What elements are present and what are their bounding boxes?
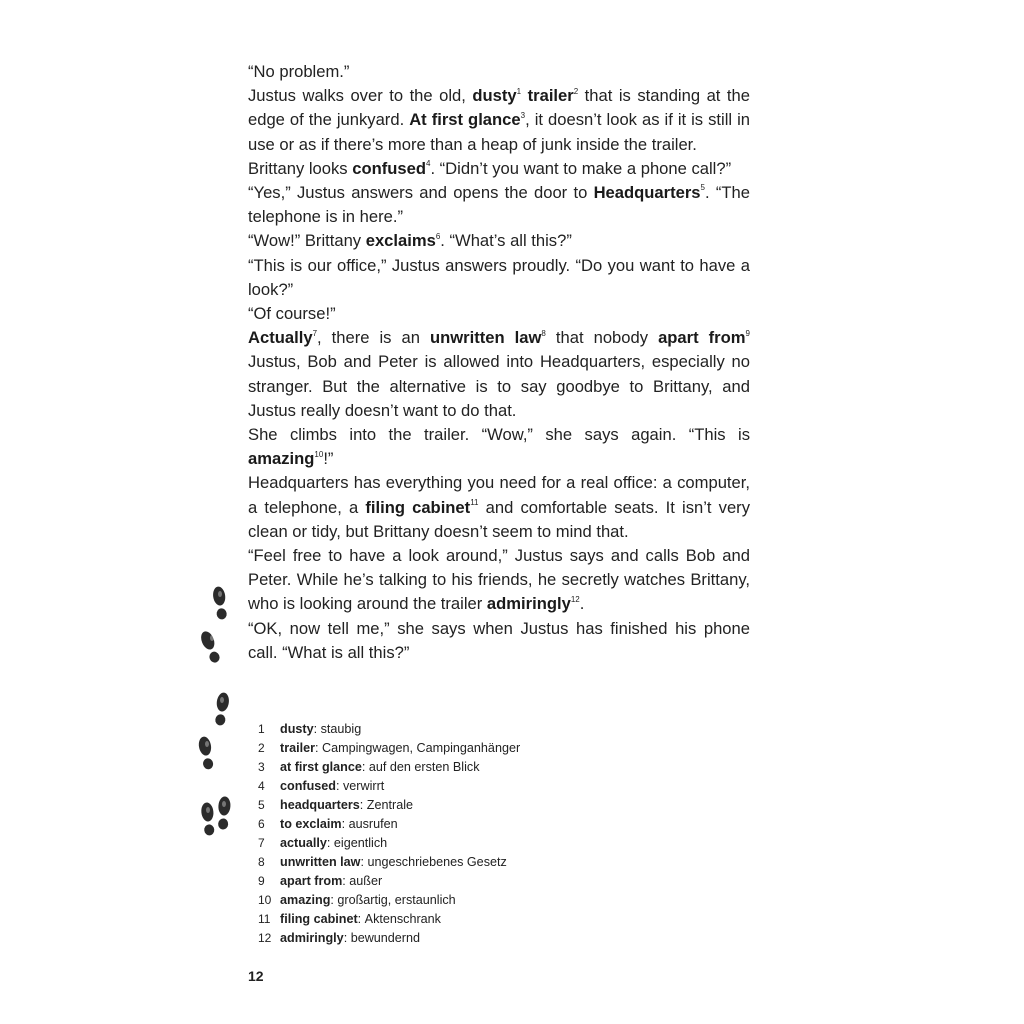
glossary-term: trailer (280, 741, 316, 755)
story-text-run: that nobody (545, 328, 659, 348)
story-paragraph (248, 84, 750, 157)
vocabulary-term: apart from (658, 328, 746, 348)
glossary-term: amazing (280, 893, 331, 907)
glossary-entry (258, 796, 638, 815)
story-text-run: Justus walks over to the old, (248, 86, 473, 106)
glossary-entry (258, 834, 638, 853)
vocabulary-term: Headquarters (593, 183, 701, 203)
glossary-translation: ausrufen (348, 817, 398, 831)
story-paragraph (248, 229, 750, 253)
glossary-translation: Campingwagen, Campinganhänger (322, 741, 521, 755)
glossary-translation: staubig (320, 722, 362, 736)
story-text-run: “No problem.” (248, 62, 350, 81)
glossary-translation: außer (349, 874, 383, 888)
glossary-translation: eigentlich (333, 836, 388, 850)
glossary-entry (258, 910, 638, 929)
glossary-translation: bewundernd (350, 931, 421, 945)
glossary-entry (258, 720, 638, 739)
story-paragraph (248, 302, 750, 326)
vocabulary-term: amazing (248, 449, 315, 469)
story-text-run: Brittany looks (248, 158, 353, 178)
glossary-separator: : (343, 931, 351, 945)
story-text-run: that is standing at the edge of the junkyard. (248, 86, 750, 130)
vocabulary-term: unwritten law (429, 328, 542, 348)
story-paragraph (248, 617, 750, 665)
glossary-separator: : (342, 874, 350, 888)
glossary-number: 5 (258, 798, 265, 812)
glossary-number: 12 (258, 931, 272, 945)
glossary-entry (258, 891, 638, 910)
glossary-entry (258, 929, 638, 948)
glossary-translation: verwirrt (342, 779, 385, 793)
story-text-run: She climbs into the trailer. “Wow,” she says again. “This is (248, 425, 750, 445)
glossary-translation: Aktenschrank (364, 912, 441, 926)
story-text-run: “Of course!” (248, 304, 336, 324)
story-paragraph (248, 544, 750, 617)
glossary-term: filing cabinet (280, 912, 358, 926)
glossary-number: 7 (258, 836, 265, 850)
vocabulary-term: trailer (527, 86, 574, 106)
vocabulary-term: Actually (248, 328, 313, 348)
glossary-number: 8 (258, 855, 265, 869)
footnote-marker: 9 (745, 328, 750, 338)
glossary-separator: : (360, 855, 368, 869)
glossary-separator: : (335, 779, 343, 793)
story-paragraph (248, 471, 750, 544)
story-text-run: and comfortable seats. It isn’t very clean or tidy, but Brittany doesn’t seem to mind that. (248, 497, 750, 541)
glossary-separator: : (326, 836, 334, 850)
glossary-separator: : (341, 817, 349, 831)
glossary-term: unwritten law (280, 855, 361, 869)
glossary-entry (258, 872, 638, 891)
footnote-marker: 11 (470, 498, 479, 508)
vocabulary-term: confused (352, 158, 426, 178)
glossary-entry (258, 758, 638, 777)
story-text-run: “Wow!” Brittany (248, 231, 366, 251)
glossary-number: 1 (258, 722, 265, 736)
story-text-run: “This is our office,” Justus answers proudly. “Do you want to have a look?” (248, 255, 750, 299)
glossary-entry (258, 853, 638, 872)
footnote-marker: 7 (312, 328, 318, 338)
glossary-separator: : (315, 741, 323, 755)
story-paragraph (248, 423, 750, 471)
story-text-run: , it doesn’t look as if it is still in use or as if there’s more than a heap of junk inside the trailer. (248, 110, 750, 154)
glossary-term: dusty (280, 722, 314, 736)
glossary-term: headquarters (280, 798, 360, 812)
glossary-translation: auf den ersten Blick (368, 760, 480, 774)
story-text-run: . “The telephone is in here.” (248, 183, 750, 227)
glossary-translation: Zentrale (366, 798, 413, 812)
glossary-entry (258, 739, 638, 758)
glossary-number: 9 (258, 874, 265, 888)
footnote-marker: 4 (425, 159, 431, 169)
glossary-translation: großartig, erstaunlich (337, 893, 456, 907)
story-paragraph (248, 254, 750, 302)
glossary-separator: : (361, 760, 369, 774)
footnote-marker: 6 (435, 231, 441, 241)
story-paragraph (248, 181, 750, 229)
story-text-run: “OK, now tell me,” she says when Justus has finished his phone call. “What is all this?” (248, 618, 750, 662)
vocabulary-term: dusty (472, 86, 517, 106)
glossary-term: at first glance (280, 760, 362, 774)
glossary-separator: : (313, 722, 321, 736)
footnote-marker: 12 (570, 594, 580, 604)
glossary-number: 2 (258, 741, 265, 755)
vocabulary-term: At first glance (409, 110, 521, 130)
vocabulary-term: exclaims (365, 231, 436, 251)
footnote-marker: 5 (700, 183, 705, 193)
glossary-separator: : (330, 893, 338, 907)
glossary-number: 3 (258, 760, 265, 774)
story-text-run: “Yes,” Justus answers and opens the door to (248, 183, 594, 203)
vocabulary-glossary (258, 720, 638, 948)
glossary-term: actually (280, 836, 327, 850)
footnote-marker: 2 (573, 86, 579, 96)
story-text-run: Headquarters has everything you need for a real office: a computer, a telephone, a (248, 473, 750, 517)
glossary-separator: : (359, 798, 367, 812)
glossary-number: 6 (258, 817, 265, 831)
vocabulary-term: admiringly (486, 594, 571, 614)
glossary-entry (258, 815, 638, 834)
glossary-term: to exclaim (280, 817, 342, 831)
glossary-number: 10 (258, 893, 272, 907)
footnote-marker: 3 (520, 110, 526, 120)
story-text-run: Justus, Bob and Peter is allowed into Headquarters, especially no stranger. But the alternative is to say goodbye to Brittany, and Justus really doesn’t want to do that. (248, 352, 750, 420)
story-text (248, 60, 750, 665)
story-paragraph (248, 326, 750, 423)
glossary-entry (258, 777, 638, 796)
footnote-marker: 10 (314, 449, 324, 459)
glossary-translation: ungeschriebenes Gesetz (367, 855, 507, 869)
story-text-run: . (579, 594, 585, 614)
glossary-number: 4 (258, 779, 265, 793)
story-paragraph (248, 157, 750, 181)
story-text-run: . “What’s all this?” (440, 231, 572, 251)
page-number: 12 (248, 968, 264, 984)
vocabulary-term: filing cabinet (365, 497, 471, 517)
glossary-term: apart from (280, 874, 343, 888)
story-text-run: . “Didn’t you want to make a phone call?” (430, 158, 732, 178)
glossary-term: admiringly (280, 931, 344, 945)
glossary-number: 11 (258, 912, 271, 926)
story-paragraph (248, 60, 750, 84)
story-text-run: !” (323, 449, 334, 469)
story-text-run: “Feel free to have a look around,” Justus says and calls Bob and Peter. While he’s talking to his friends, he secretly watches Brittany, who is looking around the trailer (248, 546, 750, 614)
footprints-icon (192, 580, 242, 850)
glossary-term: confused (280, 779, 336, 793)
footnote-marker: 1 (516, 86, 522, 96)
footnote-marker: 8 (541, 328, 546, 338)
story-text-run: , there is an (317, 328, 430, 348)
glossary-separator: : (357, 912, 365, 926)
